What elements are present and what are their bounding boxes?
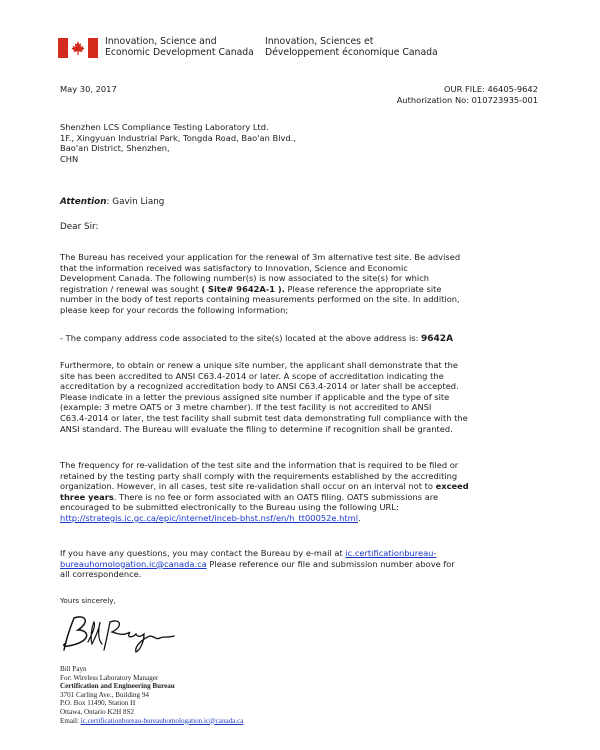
paragraph-contact: If you have any questions, you may contact the Bureau by e-mail at ic.certificationbureau- bureauhomologation.ic@canada.ca Please reference our file and submission number above for all correspondence. [60,548,455,580]
oats-submission-url-link[interactable]: http://strategis.ic.gc.ca/epic/internet/inceb-bhst.nsf/en/h_tt00052e.html [60,512,359,523]
paragraph-accreditation: Furthermore, to obtain or renew a unique site number, the applicant shall demonstrate that the site has been accredited to ANSI C63.4-2014 or later. A scope of accreditation indicating the accreditation by a recognized accreditation body to ANSI C63.4-2014 or later shall be accepted. Please indicate in a letter the previous assigned site number if applicable and the type of site (example: 3 metre OATS or 3 metre chamber). If the test facility is not accredited to ANSI C63.4-2014 or later, the test facility shall submit test data demonstrating full compliance with the ANSI standard. The Bureau will evaluate the filing to determine if recognition shall be granted. [60,360,468,434]
attention-line: Attention: Gavin Liang [60,197,165,207]
letter-date: May 30, 2017 [60,84,117,94]
signatory-name: Bill Payn [60,665,87,673]
handwritten-signature [60,612,178,656]
recipient-address: Shenzhen LCS Compliance Testing Laboratory Ltd. 1F., Xingyuan Industrial Park, Tongda Road, Bao'an Blvd., Bao'an District, Shenzhen, CHN [60,122,296,164]
bureau-email-link-part2[interactable]: bureauhomologation.ic@canada.ca [60,558,207,569]
attention-name: Gavin Liang [112,197,165,207]
canada-flag-icon [58,38,98,58]
closing: Yours sincerely, [60,596,116,605]
department-name-french: Innovation, Sciences et Développement économique Canada [265,36,438,58]
department-name-english: Innovation, Science and Economic Development Canada [105,36,254,58]
signature-block: Bill Payn For: Wireless Laboratory Manager Certification and Engineering Bureau 3701 Carling Ave., Building 94 P.O. Box 11490, Station H Ottawa, Ontario K2H 8S2 Email: ic.certificationbureau-bureauhomologation.ic@canada.ca [60,665,244,725]
signature-email-link[interactable]: ic.certificationbureau-bureauhomologation.ic@canada.ca [80,716,244,725]
our-file-number: OUR FILE: 46405-9642 [443,84,538,94]
company-address-code: 9642A [421,334,454,344]
salutation: Dear Sir: [60,222,99,232]
paragraph-renewal: The Bureau has received your application for the renewal of 3m alternative test site. Be advised that the information received was satisfactory to Innovation, Science and Economic Development Canada. The following number(s) is now associated to the site(s) for which registration / renewal was sought ( Site# 9642A-1 ). Please reference the appropriate site number in the body of test reports containing measurements performed on the site. In addition, please keep for your records the following information; [60,252,461,315]
bureau-email-link-part1[interactable]: ic.certificationbureau- [345,548,437,558]
company-address-code-line: - The company address code associated to the site(s) located at the above address is: 9642A [60,333,454,344]
paragraph-revalidation: The frequency for re-validation of the test site and the information that is required to be filed or retained by the testing party shall comply with the requirements established by the accrediting organization. However, in all cases, test site re-validation shall occur on an interval not to exceed three years. There is no fee or form associated with an OATS filing. OATS submissions are encouraged to be submitted electronically to the Bureau using the following URL: http://strategis.ic.gc.ca/epic/internet/inceb-bhst.nsf/en/h_tt00052e.html. [60,460,469,523]
letterhead [58,36,440,58]
site-number: ( Site# 9642A-1 ). [201,283,285,294]
authorization-number: Authorization No: 010723935-001 [396,95,538,105]
